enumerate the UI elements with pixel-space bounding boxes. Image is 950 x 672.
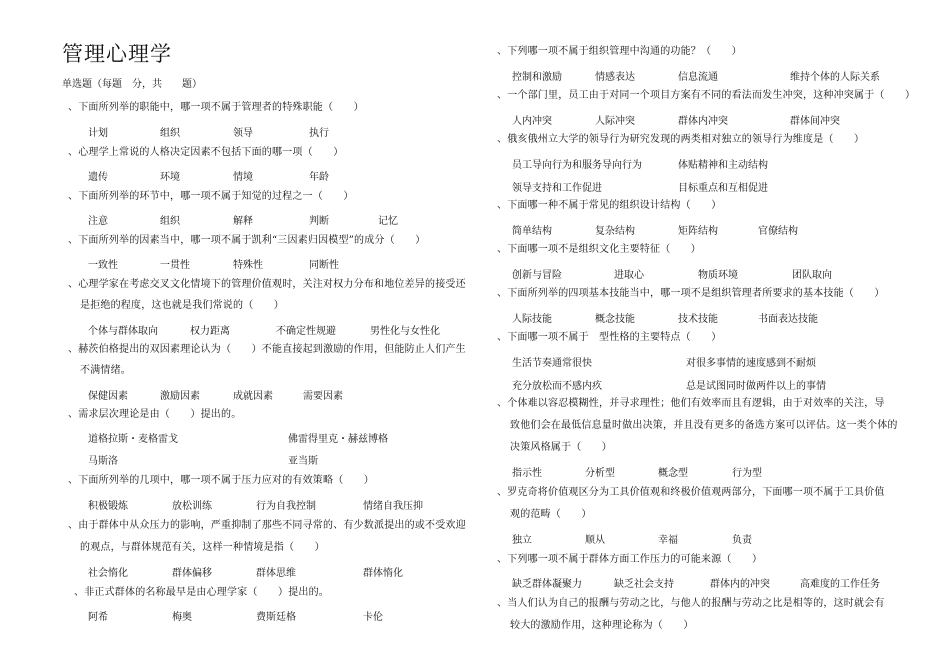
question-stem: 、下面哪一种不属于常见的组织设计结构（ ） xyxy=(497,200,722,211)
option: 需要因素 xyxy=(303,391,343,402)
option: 群体偏移 xyxy=(172,568,212,579)
option: 复杂结构 xyxy=(595,226,635,237)
option: 道格拉斯・麦格雷戈 xyxy=(88,434,178,445)
option: 进取心 xyxy=(614,270,644,281)
option: 环境 xyxy=(160,172,180,183)
option: 一贯性 xyxy=(160,260,190,271)
option: 梅奥 xyxy=(172,612,192,623)
option: 目标重点和互相促进 xyxy=(678,183,768,194)
question-stem: 、当人们认为自己的报酬与劳动之比，与他人的报酬与劳动之比是相等的，这时就会有 xyxy=(497,598,885,609)
option: 记忆 xyxy=(378,216,398,227)
question-stem: 、下列哪一项不属于群体方面工作压力的可能来源（ ） xyxy=(497,554,763,565)
option: 物质环境 xyxy=(698,270,738,281)
option: 激励因素 xyxy=(160,391,200,402)
option: 群体内的冲突 xyxy=(710,579,770,590)
option: 马斯洛 xyxy=(88,456,118,467)
option: 领导支持和工作促进 xyxy=(512,183,602,194)
question-stem: 、下面所列举的环节中，哪一项不属于知觉的过程之一（ ） xyxy=(68,191,354,202)
option: 团队取向 xyxy=(792,270,832,281)
option: 个体与群体取向 xyxy=(88,326,158,337)
option: 群体思维 xyxy=(256,568,296,579)
option: 解释 xyxy=(233,216,253,227)
option: 组织 xyxy=(160,216,180,227)
option: 顺从 xyxy=(585,535,605,546)
option: 遗传 xyxy=(88,172,108,183)
option: 缺乏群体凝聚力 xyxy=(512,579,582,590)
option: 行为型 xyxy=(732,468,762,479)
option: 不确定性规避 xyxy=(276,326,336,337)
option: 保健因素 xyxy=(88,391,128,402)
option: 放松训练 xyxy=(172,501,212,512)
page-title: 管理心理学 xyxy=(62,42,172,66)
question-stem-cont: 是拒绝的程度，这也就是我们常说的（ ） xyxy=(80,300,284,311)
option: 信息流通 xyxy=(678,72,718,83)
option: 男性化与女性化 xyxy=(370,326,440,337)
option: 阿希 xyxy=(88,612,108,623)
option: 群体惰化 xyxy=(363,568,403,579)
option: 缺乏社会支持 xyxy=(614,579,674,590)
option: 群体间冲突 xyxy=(790,116,840,127)
option: 人际冲突 xyxy=(595,116,635,127)
option: 年龄 xyxy=(309,172,329,183)
question-stem-cont: 致他们会在最低信息量时做出决策，并且没有更多的备选方案可以评估。这一类个体的 xyxy=(510,420,898,431)
option: 人内冲突 xyxy=(512,116,552,127)
option: 简单结构 xyxy=(512,226,552,237)
option: 判断 xyxy=(309,216,329,227)
option: 人际技能 xyxy=(512,314,552,325)
question-stem: 、需求层次理论是由（ ）提出的。 xyxy=(68,409,242,420)
option: 积极锻炼 xyxy=(88,501,128,512)
question-stem: 、心理学家在考虑交叉文化情境下的管理价值观时，关注对权力分布和地位差异的接受还 xyxy=(68,279,466,290)
question-stem: 、下面哪一项不属于 型性格的主要特点（ ） xyxy=(497,332,722,343)
option: 领导 xyxy=(233,128,253,139)
question-stem: 、个体难以容忍模糊性，并寻求理性；他们有效率而且有逻辑，由于对效率的关注，导 xyxy=(497,398,885,409)
option: 矩阵结构 xyxy=(678,226,718,237)
question-stem: 、俄亥俄州立大学的领导行为研究发现的两类相对独立的领导行为维度是（ ） xyxy=(497,134,865,145)
option: 总是试图同时做两件以上的事情 xyxy=(686,381,826,392)
option: 注意 xyxy=(88,216,108,227)
question-stem: 、下面所列举的四项基本技能当中，哪一项不是组织管理者所要求的基本技能（ ） xyxy=(497,288,885,299)
option: 佛雷得里克・赫兹博格 xyxy=(288,434,388,445)
option: 概念技能 xyxy=(595,314,635,325)
option: 书面表达技能 xyxy=(758,314,818,325)
question-stem: 、非正式群体的名称最早是由心理学家（ ）提出的。 xyxy=(74,587,329,598)
question-stem: 、一个部门里，员工由于对同一个项目方案有不同的看法而发生冲突，这种冲突属于（ ） xyxy=(497,90,916,101)
option: 成就因素 xyxy=(233,391,273,402)
option: 亚当斯 xyxy=(288,456,318,467)
option: 情感表达 xyxy=(595,72,635,83)
option: 技术技能 xyxy=(678,314,718,325)
option: 对很多事情的速度感到不耐烦 xyxy=(686,358,816,369)
option: 执行 xyxy=(309,128,329,139)
question-stem: 、心理学上常说的人格决定因素不包括下面的哪一项（ ） xyxy=(68,147,344,158)
question-stem-cont: 的观点，与群体规范有关，这样一种情境是指（ ） xyxy=(80,542,325,553)
option: 计划 xyxy=(88,128,108,139)
question-stem: 、下面所列举的职能中，哪一项不属于管理者的特殊职能（ ） xyxy=(68,102,364,113)
question-stem: 、下列哪一项不属于组织管理中沟通的功能？（ ） xyxy=(497,46,742,57)
option: 卡伦 xyxy=(363,612,383,623)
question-stem: 、罗克奇将价值观区分为工具价值观和终极价值观两部分，下面哪一项不属于工具价值 xyxy=(497,487,885,498)
option: 生活节奏通常很快 xyxy=(512,358,592,369)
option: 创新与冒险 xyxy=(512,270,562,281)
question-stem: 、下面哪一项不是组织文化主要特征（ ） xyxy=(497,244,701,255)
option: 行为自我控制 xyxy=(256,501,316,512)
option: 高难度的工作任务 xyxy=(800,579,880,590)
option: 同断性 xyxy=(309,260,339,271)
question-stem-cont: 较大的激励作用，这种理论称为（ ） xyxy=(510,620,694,631)
question-stem-cont: 不满情绪。 xyxy=(80,365,131,376)
option: 负责 xyxy=(732,535,752,546)
section-header: 单选题（每题 分，共 题） xyxy=(62,79,202,90)
option: 情绪自我压抑 xyxy=(363,501,423,512)
question-stem: 、赫茨伯格提出的双因素理论认为（ ）不能直接起到激励的作用，但能防止人们产生 xyxy=(68,344,466,355)
option: 维持个体的人际关系 xyxy=(790,72,880,83)
option: 群体内冲突 xyxy=(678,116,728,127)
option: 官僚结构 xyxy=(758,226,798,237)
option: 充分放松而不感内疚 xyxy=(512,381,602,392)
option: 分析型 xyxy=(585,468,615,479)
option: 情境 xyxy=(233,172,253,183)
option: 概念型 xyxy=(658,468,688,479)
option: 一致性 xyxy=(88,260,118,271)
question-stem: 、下面所列举的因素当中，哪一项不属于凯利“三因素归因模型”的成分（ ） xyxy=(68,235,426,246)
option: 体贴精神和主动结构 xyxy=(678,160,768,171)
question-stem-cont: 观的范畴（ ） xyxy=(510,509,592,520)
option: 幸福 xyxy=(658,535,678,546)
option: 费斯廷格 xyxy=(256,612,296,623)
option: 组织 xyxy=(160,128,180,139)
option: 独立 xyxy=(512,535,532,546)
option: 特殊性 xyxy=(233,260,263,271)
question-stem: 、下面所列举的几项中，哪一项不属于压力应对的有效策略（ ） xyxy=(68,475,374,486)
option: 控制和激励 xyxy=(512,72,562,83)
option: 员工导向行为和服务导向行为 xyxy=(512,160,642,171)
question-stem: 、由于群体中从众压力的影响，严重抑制了那些不同寻常的、有少数派提出的或不受欢迎 xyxy=(68,520,466,531)
option: 指示性 xyxy=(512,468,542,479)
option: 社会惰化 xyxy=(88,568,128,579)
question-stem-cont: 决策风格属于（ ） xyxy=(510,442,612,453)
option: 权力距离 xyxy=(190,326,230,337)
